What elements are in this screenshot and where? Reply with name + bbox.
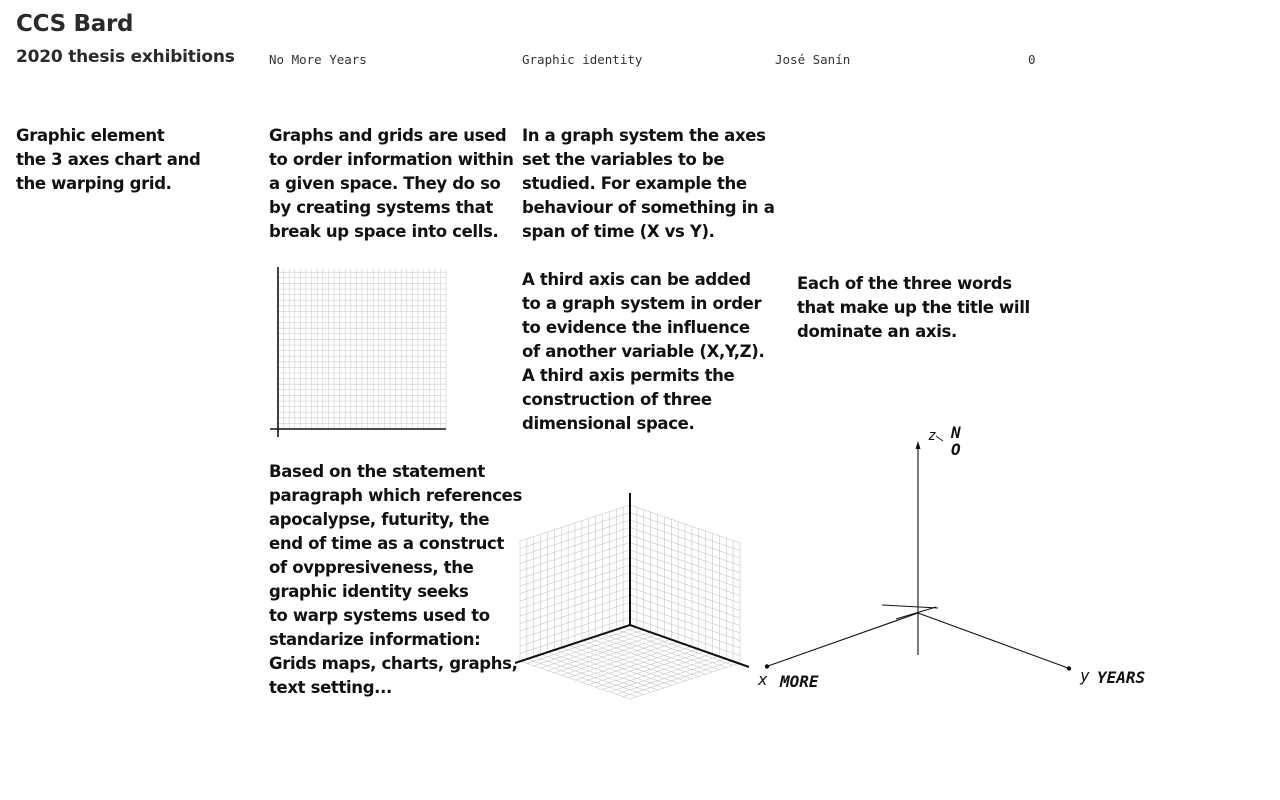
project-title: No More Years [269,52,367,67]
grid-lines [278,269,446,429]
z-axis-arrowhead [916,441,921,449]
floor-grid [520,625,740,699]
y-axis-word: YEARS [1097,668,1146,687]
flat-grid-illustration [266,264,452,440]
three-axes-chart [750,420,1170,700]
grids-paragraph: Graphs and grids are used to order information within a given space. They do so by creating systems that break up space into cells. [269,126,514,241]
z-axis-word: N O [951,423,962,459]
x-axis-word: MORE [780,672,819,691]
project-counter: 0 [1028,52,1036,67]
project-author: José Sanín [775,52,851,67]
x-axis-endpoint [765,664,769,668]
z-label-leader [936,436,943,441]
x-axis-symbol: x [758,670,768,689]
project-category: Graphic identity [522,52,643,67]
y-axis-endpoint [1067,666,1071,670]
statement-paragraph: Based on the statement paragraph which references apocalypse, futurity, the end of time as a construct of ovppresiveness, the graphic identity seeks to warp systems used to standarize information: Grids maps, charts, graphs, text setting... [269,462,522,697]
site-title[interactable]: CCS Bard [16,11,134,37]
y-axis-line [918,613,1068,668]
corner-left-edge [515,625,630,663]
axis-cross-stroke-a [882,605,938,608]
three-words-paragraph: Each of the three words that make up the title will dominate an axis. [797,274,1030,341]
right-wall-grid [630,505,740,663]
site-subtitle[interactable]: 2020 thesis exhibitions [16,47,235,67]
z-axis-symbol: z [928,428,937,444]
third-axis-paragraph: A third axis can be added to a graph system in order to evidence the influence of another variable (X,Y,Z). A third axis permits the construction of three dimensional space. [522,270,765,433]
axes-paragraph: In a graph system the axes set the variables to be studied. For example the behaviour of something in a span of time (X vs Y). [522,126,775,241]
graphic-element-caption: Graphic element the 3 axes chart and the warping grid. [16,126,201,193]
y-axis-symbol: y [1080,666,1090,685]
corner-grid-illustration [505,485,760,705]
x-axis-line [768,613,918,666]
